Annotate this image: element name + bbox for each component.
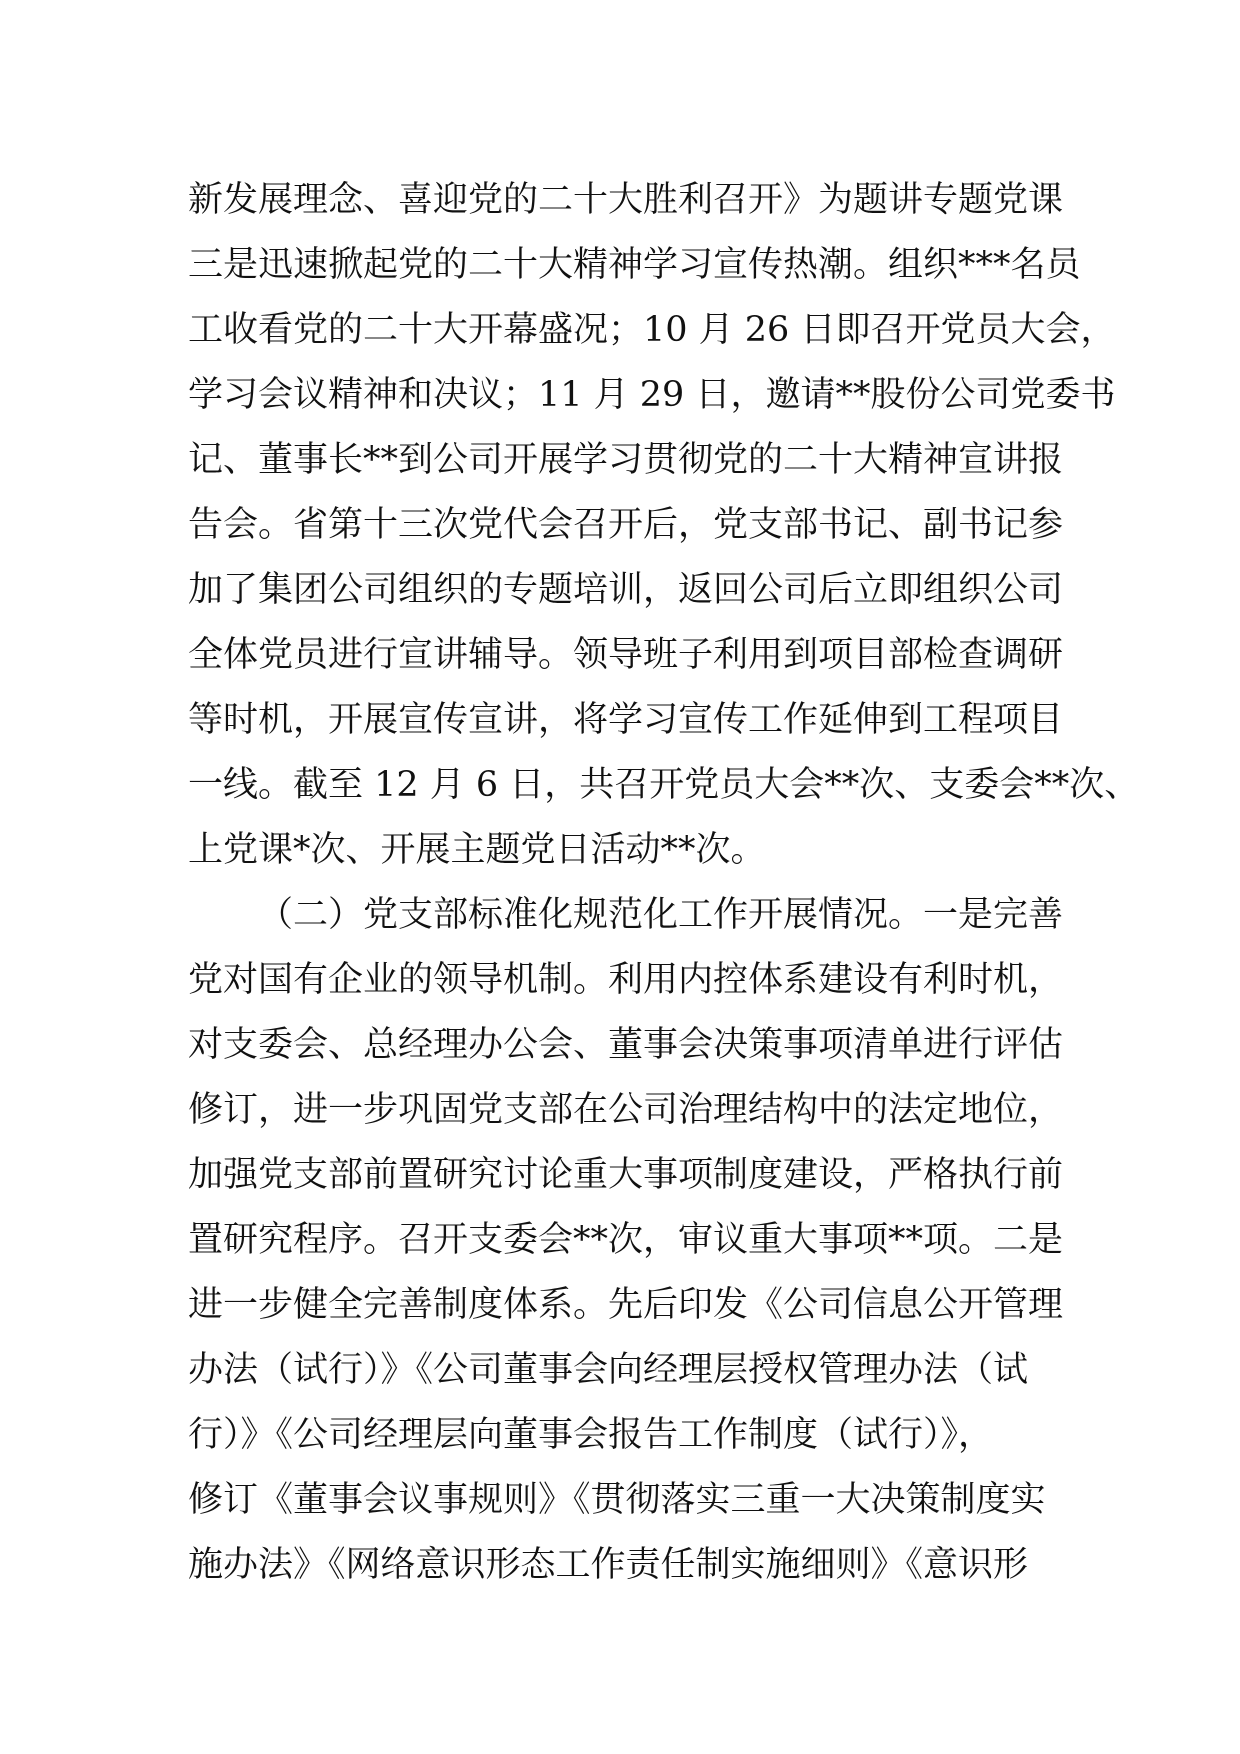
text-line: 等时机，开展宣传宣讲，将学习宣传工作延伸到工程项目 xyxy=(188,700,1064,740)
text-line: 对支委会、总经理办公会、董事会决策事项清单进行评估 xyxy=(188,1025,1064,1065)
body-text xyxy=(188,168,1140,1598)
text-line: 加了集团公司组织的专题培训，返回公司后立即组织公司 xyxy=(188,570,1064,610)
text-line: 告会。省第十三次党代会召开后，党支部书记、副书记参 xyxy=(188,505,1064,545)
text-line: 学习会议精神和决议；11 月 29 日，邀请**股份公司党委书 xyxy=(188,375,1116,415)
text-line: 上党课*次、开展主题党日活动**次。 xyxy=(188,830,766,870)
section-heading-line: （二）党支部标准化规范化工作开展情况。一是完善 xyxy=(258,895,1064,935)
text-line: 一线。截至 12 月 6 日，共召开党员大会**次、支委会**次、 xyxy=(188,765,1140,805)
text-line: 修订，进一步巩固党支部在公司治理结构中的法定地位， xyxy=(188,1090,1064,1130)
text-line: 记、董事长**到公司开展学习贯彻党的二十大精神宣讲报 xyxy=(188,440,1064,480)
text-line: 办法（试行）》《公司董事会向经理层授权管理办法（试 xyxy=(188,1350,1029,1390)
text-line: 党对国有企业的领导机制。利用内控体系建设有利时机， xyxy=(188,960,1064,1000)
text-line: 修订《董事会议事规则》《贯彻落实三重一大决策制度实 xyxy=(188,1480,1046,1520)
text-line: 进一步健全完善制度体系。先后印发《公司信息公开管理 xyxy=(188,1285,1064,1325)
text-line: 新发展理念、喜迎党的二十大胜利召开》为题讲专题党课 xyxy=(188,180,1064,220)
text-line: 全体党员进行宣讲辅导。领导班子利用到项目部检查调研 xyxy=(188,635,1064,675)
text-line: 三是迅速掀起党的二十大精神学习宣传热潮。组织***名员 xyxy=(188,245,1081,285)
text-line: 置研究程序。召开支委会**次，审议重大事项**项。二是 xyxy=(188,1220,1064,1260)
text-line: 行）》《公司经理层向董事会报告工作制度（试行）》， xyxy=(188,1415,994,1455)
text-line: 施办法》《网络意识形态工作责任制实施细则》《意识形 xyxy=(188,1545,1029,1585)
text-line: 工收看党的二十大开幕盛况；10 月 26 日即召开党员大会， xyxy=(188,310,1116,350)
text-line: 加强党支部前置研究讨论重大事项制度建设，严格执行前 xyxy=(188,1155,1064,1195)
